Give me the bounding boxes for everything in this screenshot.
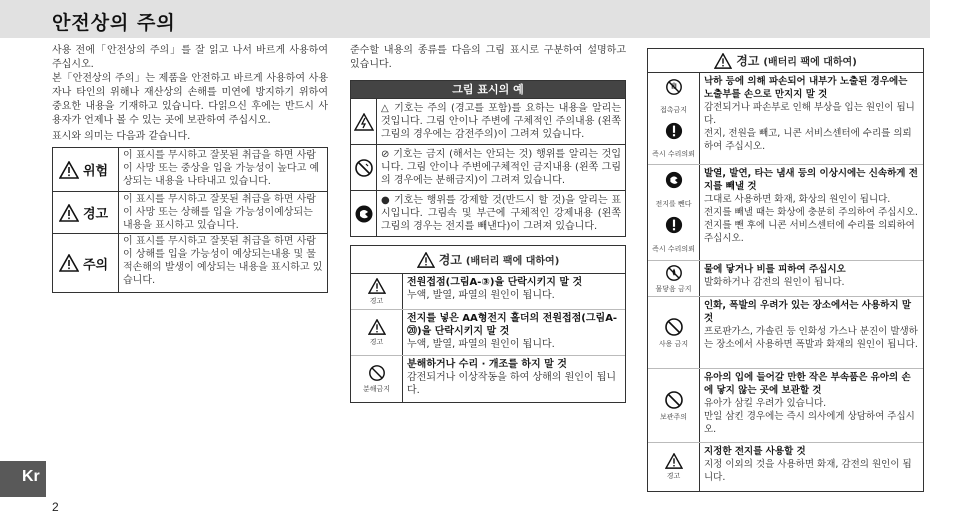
example-text-caution: △ 기호는 주의 (경고를 포함)를 요하는 내용을 알리는 것입니다. 그림 안이나 주변에 구체적인 주의내용 (왼쪽그림의 경우에는 감전주의)이 그려져 있습니다.: [381, 103, 621, 140]
warning-box-subtitle: (배터리 팩에 대하여): [763, 57, 857, 68]
symbol-row-danger: [53, 148, 327, 192]
remove-battery-icon: [665, 171, 683, 189]
example-row-mandatory: [351, 190, 625, 236]
intro-paragraph-3: 표시와 의미는 다음과 같습니다.: [52, 131, 191, 142]
warning-heading: 물에 닿거나 비를 피하여 주십시오: [704, 264, 846, 275]
icon-label: 전지를 뺀다: [655, 199, 692, 208]
warning-detail-2: 전지, 전원을 빼고, 니콘 서비스센터에 수리를 의뢰하여 주십시오.: [704, 128, 912, 152]
warning-detail: 감전되거나 이상작동을 하여 상해의 원인이 됩니다.: [407, 372, 617, 396]
example-text-prohibited: ⊘ 기호는 금지 (해서는 안되는 것) 행위를 알리는 것입니다. 그림 안이나 주변에구체적인 금지내용 (왼쪽 그림의 경우에는 분해금지)이 그려져 있습니다.: [381, 149, 621, 186]
remove-battery-icon: [354, 204, 374, 224]
warning-heading: 유아의 입에 들어갈 만한 작은 부속품은 유아의 손에 닿지 않는 곳에 보관할 것: [704, 372, 911, 396]
warning-row: [648, 165, 923, 261]
symbol-example-title: 그림 표시의 예: [351, 81, 625, 98]
warning-row: [351, 356, 625, 402]
warning-box-title: 경고: [736, 54, 760, 68]
icon-label: 보관주의: [659, 412, 688, 421]
warning-triangle-icon: [417, 252, 435, 268]
warning-row: [648, 297, 923, 369]
intro-paragraph-2: 본「안전상의 주의」는 제품을 안전하고 바르게 사용하여 사용자나 타인의 위해나 재산상의 손해를 미연에 방지하기 위하여 중요한 내용을 기재하고 있습니다. 다읽으신 후에는 반드시 사용자가 언제나 볼 수 있는 곳에 보관하여 주십시오.: [52, 73, 328, 126]
warning-detail-2: 전지를 빼낼 때는 화상에 충분히 주의하여 주십시오. 전지를 뺀 후에 니콘 서비스센터에 수리를 의뢰하여 주십시오.: [704, 207, 918, 244]
warning-detail: 누액, 발열, 파열의 원인이 됩니다.: [407, 339, 555, 350]
warning-detail: 유아가 삼킬 우려가 있습니다.: [704, 398, 827, 409]
example-row-prohibited: [351, 144, 625, 190]
disassembly-prohibited-icon: [368, 364, 386, 382]
warning-heading: 전지를 넣은 AA형전지 홀더의 전원접점(그림A-⑳)을 단락시키지 말 것: [407, 313, 618, 337]
icon-label: 분해금지: [362, 385, 391, 393]
example-row-caution: [351, 98, 625, 144]
warning-row: [351, 274, 625, 310]
icon-label: 경고: [369, 337, 384, 346]
example-text-mandatory: ● 기호는 행위를 강제할 것(반드시 할 것)을 알리는 표시입니다. 그림속 및 부근에 구체적인 강제내용 (왼쪽 그림의 경우는 전지를 빼낸다)이 그려져 있습니다.: [381, 195, 621, 232]
electric-shock-warning-icon: [354, 113, 374, 131]
symbol-label-warning: 경고: [83, 207, 109, 222]
warning-triangle-icon: [368, 278, 386, 294]
icon-label: 경고: [369, 296, 384, 305]
warning-triangle-icon: [368, 319, 386, 335]
warning-detail: 지정 이외의 것을 사용하면 화재, 감전의 원인이 됩니다.: [704, 459, 912, 483]
symbol-example-box: [350, 80, 626, 237]
page-number: 2: [52, 500, 59, 514]
warning-row: [351, 310, 625, 356]
warning-detail: 프로판가스, 가솔린 등 인화성 가스나 분진이 발생하는 장소에서 사용하면 폭발과 화재의 원인이 됩니다.: [704, 326, 918, 350]
battery-warning-box: [350, 245, 626, 403]
warning-heading: 발열, 발연, 타는 냄새 등의 이상시에는 신속하게 전지를 빼낼 것: [704, 168, 918, 192]
exclamation-mandatory-icon: [665, 122, 683, 140]
warning-row: [648, 261, 923, 297]
exclamation-mandatory-icon: [665, 216, 683, 234]
prohibited-icon: [664, 317, 684, 337]
warning-triangle-icon: [59, 254, 79, 272]
symbol-desc-danger: 이 표시를 무시하고 잘못된 취급을 하면 사람이 사망 또는 중상을 입을 가능성이 높다고 예상되는 내용을 나타내고 있습니다.: [123, 150, 320, 187]
icon-label: 물닿음 금지: [655, 284, 692, 293]
symbol-desc-caution: 이 표시를 무시하고 잘못된 취급을 하면 사람이 상해를 입을 가능성이 예상되는내용 및 물적손해의 발생이 예상되는 내용을 표시하고 있습니다.: [123, 236, 323, 286]
icon-label: 즉시 수리의뢰: [652, 149, 695, 158]
prohibited-icon: [664, 390, 684, 410]
warning-row: [648, 73, 923, 165]
symbol-desc-warning: 이 표시를 무시하고 잘못된 취급을 하면 사람이 사망 또는 상해를 입을 가능성이예상되는 내용을 표시하고 있습니다.: [123, 194, 316, 231]
language-tab: Kr: [0, 461, 46, 497]
warning-triangle-icon: [59, 204, 79, 222]
icon-label: 즉시 수리의뢰: [652, 245, 695, 254]
warning-heading: 낙하 등에 의해 파손되어 내부가 노출된 경우에는 노출부를 손으로 만지지 말 것: [704, 76, 908, 100]
warning-detail-2: 만일 삼킨 경우에는 즉시 의사에게 상담하여 주십시오.: [704, 411, 915, 435]
warning-detail: 그대로 사용하면 화재, 화상의 원인이 됩니다.: [704, 194, 891, 205]
warning-row: [648, 369, 923, 443]
intro-column: [52, 44, 328, 293]
intro-paragraph-1: 사용 전에「안전상의 주의」를 잘 읽고 나서 바르게 사용하여 주십시오.: [52, 45, 328, 70]
warning-heading: 인화, 폭발의 우려가 있는 장소에서는 사용하지 말 것: [704, 300, 911, 324]
symbol-row-caution: [53, 234, 327, 292]
symbol-meaning-table: [52, 147, 328, 293]
page-title: 안전상의 주의: [52, 12, 176, 34]
warning-detail: 발화하거나 감전의 원인이 됩니다.: [704, 277, 845, 288]
no-water-icon: [665, 264, 683, 282]
warning-box-title: 경고: [438, 253, 462, 267]
symbol-label-danger: 위험: [83, 164, 109, 179]
warning-heading: 지정한 전지를 사용할 것: [704, 446, 806, 457]
symbol-label-caution: 주의: [83, 257, 109, 273]
warning-row: [648, 443, 923, 491]
legend-intro: 준수할 내용의 종류를 다음의 그림 표시로 구분하여 설명하고 있습니다.: [350, 45, 626, 70]
icon-label: 사용 금지: [658, 339, 689, 348]
page-header: [0, 0, 930, 38]
warning-detail: 감전되거나 파손부로 인해 부상을 입는 원인이 됩니다.: [704, 102, 915, 126]
battery-warning-box-2: [647, 48, 924, 492]
disassembly-prohibited-icon: [354, 158, 374, 178]
no-touch-icon: [665, 78, 683, 96]
warning-triangle-icon: [665, 453, 683, 469]
warning-detail: 누액, 발열, 파열의 원인이 됩니다.: [407, 290, 555, 301]
battery-warning-column: [647, 48, 924, 492]
icon-label: 경고: [666, 472, 681, 480]
warning-triangle-icon: [714, 53, 732, 69]
warning-box-subtitle: (배터리 팩에 대하여): [465, 256, 560, 267]
warning-heading: 분해하거나 수리 · 개조를 하지 말 것: [407, 359, 567, 370]
warning-triangle-icon: [59, 161, 79, 179]
warning-heading: 전원접점(그림A-③)을 단락시키지 말 것: [407, 277, 583, 288]
icon-label: 접촉금지: [659, 106, 688, 115]
legend-column: [350, 44, 626, 403]
symbol-row-warning: [53, 192, 327, 234]
